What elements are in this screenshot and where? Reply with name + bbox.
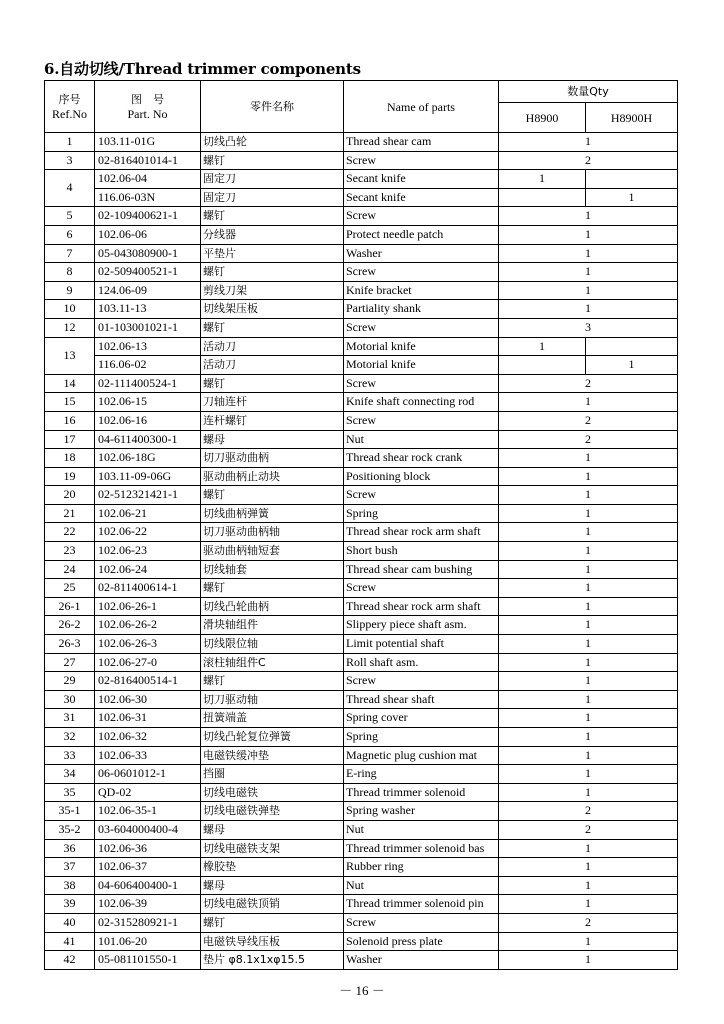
- ref-no-cell: 8: [45, 263, 95, 282]
- table-row: [45, 560, 678, 579]
- part-no-cell: 02-111400524-1: [95, 374, 201, 393]
- table-row: [45, 672, 678, 691]
- qty-cell: 1: [499, 635, 678, 654]
- qty-cell: 2: [499, 802, 678, 821]
- table-header: [45, 81, 678, 133]
- english-name-cell: Motorial knife: [344, 356, 499, 375]
- part-no-cell: 102.06-18G: [95, 449, 201, 468]
- english-name-cell: Thread shear shaft: [344, 690, 499, 709]
- ref-no-cell: 26-1: [45, 597, 95, 616]
- english-name-cell: Protect needle patch: [344, 225, 499, 244]
- part-no-cell: 102.06-23: [95, 542, 201, 561]
- english-name-cell: Thread shear rock arm shaft: [344, 597, 499, 616]
- part-no-cell: 102.06-21: [95, 504, 201, 523]
- chinese-name-cell: 滑块轴组件: [201, 616, 344, 635]
- table-row: [45, 411, 678, 430]
- part-no-cell: 02-109400621-1: [95, 207, 201, 226]
- ref-no-cell: 1: [45, 133, 95, 152]
- qty-cell: 2: [499, 913, 678, 932]
- table-row: [45, 523, 678, 542]
- english-name-cell: Screw: [344, 913, 499, 932]
- chinese-name-cell: 螺母: [201, 430, 344, 449]
- qty-cell-h8900: [499, 188, 586, 207]
- english-name-cell: Thread shear rock crank: [344, 449, 499, 468]
- qty-cell: 1: [499, 672, 678, 691]
- part-no-cell: 102.06-37: [95, 858, 201, 877]
- qty-cell-h8900h: 1: [586, 356, 678, 375]
- qty-cell: 1: [499, 504, 678, 523]
- chinese-name-cell: 螺钉: [201, 263, 344, 282]
- chinese-name-cell: 切线轴套: [201, 560, 344, 579]
- ref-no-cell: 15: [45, 393, 95, 412]
- qty-cell-h8900h: [586, 337, 678, 356]
- english-name-cell: Partiality shank: [344, 300, 499, 319]
- ref-no-cell: 37: [45, 858, 95, 877]
- header-ref-en: Ref.No: [52, 106, 87, 121]
- english-name-cell: Short bush: [344, 542, 499, 561]
- qty-cell: 1: [499, 467, 678, 486]
- qty-cell-h8900: [499, 356, 586, 375]
- table-row: [45, 597, 678, 616]
- part-no-cell: 102.06-32: [95, 728, 201, 747]
- qty-cell: 2: [499, 374, 678, 393]
- english-name-cell: Secant knife: [344, 188, 499, 207]
- ref-no-cell: 6: [45, 225, 95, 244]
- qty-cell-h8900h: [586, 170, 678, 189]
- english-name-cell: Spring: [344, 504, 499, 523]
- ref-no-cell: 31: [45, 709, 95, 728]
- table-body: [45, 133, 678, 970]
- ref-no-cell: 17: [45, 430, 95, 449]
- part-no-cell: 04-606400400-1: [95, 876, 201, 895]
- table-row: [45, 635, 678, 654]
- english-name-cell: Rubber ring: [344, 858, 499, 877]
- part-no-cell: 102.06-27-0: [95, 653, 201, 672]
- english-name-cell: Secant knife: [344, 170, 499, 189]
- header-model-h8900h: H8900H: [586, 103, 678, 133]
- part-no-cell: 102.06-24: [95, 560, 201, 579]
- ref-no-cell: 21: [45, 504, 95, 523]
- table-row: [45, 504, 678, 523]
- table-row: [45, 765, 678, 784]
- chinese-name-cell: 螺钉: [201, 374, 344, 393]
- english-name-cell: Screw: [344, 207, 499, 226]
- table-row: [45, 802, 678, 821]
- table-row: [45, 449, 678, 468]
- part-no-cell: 102.06-26-1: [95, 597, 201, 616]
- chinese-name-cell: 剪线刀架: [201, 281, 344, 300]
- ref-no-cell: 32: [45, 728, 95, 747]
- ref-no-cell: 30: [45, 690, 95, 709]
- table-row: [45, 895, 678, 914]
- chinese-name-cell: 电磁铁缓冲垫: [201, 746, 344, 765]
- table-row: [45, 709, 678, 728]
- chinese-name-cell: 切线电磁铁弹垫: [201, 802, 344, 821]
- table-row: [45, 653, 678, 672]
- chinese-name-cell: 切线凸轮: [201, 133, 344, 152]
- english-name-cell: Positioning block: [344, 467, 499, 486]
- english-name-cell: Knife shaft connecting rod: [344, 393, 499, 412]
- qty-cell: 1: [499, 263, 678, 282]
- ref-no-cell: 25: [45, 579, 95, 598]
- chinese-name-cell: 切刀驱动轴: [201, 690, 344, 709]
- qty-cell: 3: [499, 318, 678, 337]
- part-no-cell: 02-315280921-1: [95, 913, 201, 932]
- english-name-cell: Thread trimmer solenoid pin: [344, 895, 499, 914]
- ref-no-cell: 36: [45, 839, 95, 858]
- table-row: [45, 263, 678, 282]
- table-row: [45, 170, 678, 189]
- ref-no-cell: 23: [45, 542, 95, 561]
- qty-cell: 1: [499, 951, 678, 970]
- chinese-name-cell: 螺钉: [201, 913, 344, 932]
- chinese-name-cell: 活动刀: [201, 337, 344, 356]
- chinese-name-cell: 切刀驱动曲柄: [201, 449, 344, 468]
- qty-cell: 1: [499, 560, 678, 579]
- table-row: [45, 932, 678, 951]
- chinese-name-cell: 螺母: [201, 876, 344, 895]
- chinese-name-cell: 切刀驱动曲柄轴: [201, 523, 344, 542]
- qty-cell: 1: [499, 746, 678, 765]
- chinese-name-cell: 刀轴连杆: [201, 393, 344, 412]
- chinese-name-cell: 螺钉: [201, 318, 344, 337]
- qty-cell: 1: [499, 579, 678, 598]
- english-name-cell: Knife bracket: [344, 281, 499, 300]
- chinese-name-cell: 螺母: [201, 820, 344, 839]
- qty-cell: 1: [499, 133, 678, 152]
- ref-no-cell: 35-2: [45, 820, 95, 839]
- ref-no-cell: 12: [45, 318, 95, 337]
- part-no-cell: 05-081101550-1: [95, 951, 201, 970]
- qty-cell: 1: [499, 895, 678, 914]
- part-no-cell: 116.06-03N: [95, 188, 201, 207]
- chinese-name-cell: 分线器: [201, 225, 344, 244]
- ref-no-cell: 10: [45, 300, 95, 319]
- page-number: － 16 －: [339, 983, 385, 998]
- qty-cell: 1: [499, 207, 678, 226]
- table-row: [45, 728, 678, 747]
- english-name-cell: Slippery piece shaft asm.: [344, 616, 499, 635]
- part-no-cell: 103.11-13: [95, 300, 201, 319]
- qty-cell: 1: [499, 783, 678, 802]
- chinese-name-cell: 垫片 φ8.1x1xφ15.5: [201, 951, 344, 970]
- table-row: [45, 839, 678, 858]
- header-part-en: Part. No: [127, 106, 168, 121]
- part-no-cell: 02-816400514-1: [95, 672, 201, 691]
- chinese-name-cell: 挡圈: [201, 765, 344, 784]
- ref-no-cell: 34: [45, 765, 95, 784]
- qty-cell: 1: [499, 709, 678, 728]
- chinese-name-cell: 切线凸轮曲柄: [201, 597, 344, 616]
- part-no-cell: 01-103001021-1: [95, 318, 201, 337]
- english-name-cell: E-ring: [344, 765, 499, 784]
- table-row: [45, 374, 678, 393]
- header-qty: 数量Qty: [499, 81, 678, 103]
- part-no-cell: 102.06-26-2: [95, 616, 201, 635]
- header-part: [95, 81, 201, 133]
- ref-no-cell: 42: [45, 951, 95, 970]
- chinese-name-cell: 螺钉: [201, 486, 344, 505]
- qty-cell: 1: [499, 858, 678, 877]
- english-name-cell: Screw: [344, 579, 499, 598]
- ref-no-cell: 33: [45, 746, 95, 765]
- qty-cell: 2: [499, 411, 678, 430]
- part-no-cell: 103.11-01G: [95, 133, 201, 152]
- header-model-h8900: H8900: [499, 103, 586, 133]
- qty-cell: 1: [499, 932, 678, 951]
- table-row: [45, 467, 678, 486]
- part-no-cell: 102.06-26-3: [95, 635, 201, 654]
- chinese-name-cell: 切线凸轮复位弹簧: [201, 728, 344, 747]
- part-no-cell: 101.06-20: [95, 932, 201, 951]
- english-name-cell: Spring: [344, 728, 499, 747]
- part-no-cell: 102.06-06: [95, 225, 201, 244]
- english-name-cell: Limit potential shaft: [344, 635, 499, 654]
- chinese-name-cell: 驱动曲柄止动块: [201, 467, 344, 486]
- table-row: [45, 244, 678, 263]
- table-row: [45, 393, 678, 412]
- qty-cell: 1: [499, 244, 678, 263]
- english-name-cell: Roll shaft asm.: [344, 653, 499, 672]
- part-no-cell: 102.06-30: [95, 690, 201, 709]
- table-row: [45, 542, 678, 561]
- chinese-name-cell: 螺钉: [201, 579, 344, 598]
- english-name-cell: Thread trimmer solenoid bas: [344, 839, 499, 858]
- chinese-name-cell: 扭簧端盖: [201, 709, 344, 728]
- english-name-cell: Screw: [344, 486, 499, 505]
- ref-no-cell: 26-2: [45, 616, 95, 635]
- qty-cell: 1: [499, 393, 678, 412]
- table-row: [45, 356, 678, 375]
- chinese-name-cell: 活动刀: [201, 356, 344, 375]
- part-no-cell: 102.06-04: [95, 170, 201, 189]
- qty-cell: 2: [499, 430, 678, 449]
- ref-no-cell: 27: [45, 653, 95, 672]
- header-ref: [45, 81, 95, 133]
- english-name-cell: Screw: [344, 411, 499, 430]
- english-name-cell: Screw: [344, 151, 499, 170]
- ref-no-cell: 4: [45, 170, 95, 207]
- part-no-cell: 03-604000400-4: [95, 820, 201, 839]
- qty-cell: 1: [499, 449, 678, 468]
- ref-no-cell: 26-3: [45, 635, 95, 654]
- chinese-name-cell: 切线架压板: [201, 300, 344, 319]
- qty-cell: 1: [499, 839, 678, 858]
- table-row: [45, 300, 678, 319]
- english-name-cell: Nut: [344, 876, 499, 895]
- part-no-cell: 102.06-13: [95, 337, 201, 356]
- ref-no-cell: 14: [45, 374, 95, 393]
- qty-cell-h8900: 1: [499, 170, 586, 189]
- english-name-cell: Screw: [344, 318, 499, 337]
- qty-cell: 1: [499, 542, 678, 561]
- qty-cell: 1: [499, 690, 678, 709]
- ref-no-cell: 3: [45, 151, 95, 170]
- part-no-cell: 04-611400300-1: [95, 430, 201, 449]
- english-name-cell: Screw: [344, 374, 499, 393]
- part-no-cell: 102.06-15: [95, 393, 201, 412]
- ref-no-cell: 7: [45, 244, 95, 263]
- english-name-cell: Spring washer: [344, 802, 499, 821]
- english-name-cell: Motorial knife: [344, 337, 499, 356]
- chinese-name-cell: 切线电磁铁顶销: [201, 895, 344, 914]
- chinese-name-cell: 固定刀: [201, 188, 344, 207]
- chinese-name-cell: 固定刀: [201, 170, 344, 189]
- table-row: [45, 318, 678, 337]
- table-row: [45, 820, 678, 839]
- ref-no-cell: 24: [45, 560, 95, 579]
- header-ref-cn: 序号: [58, 92, 81, 106]
- header-part-cn: 图 号: [131, 92, 164, 106]
- ref-no-cell: 13: [45, 337, 95, 374]
- ref-no-cell: 35-1: [45, 802, 95, 821]
- table-row: [45, 951, 678, 970]
- chinese-name-cell: 切线电磁铁: [201, 783, 344, 802]
- part-no-cell: 102.06-22: [95, 523, 201, 542]
- qty-cell: 1: [499, 523, 678, 542]
- ref-no-cell: 16: [45, 411, 95, 430]
- english-name-cell: Screw: [344, 672, 499, 691]
- ref-no-cell: 39: [45, 895, 95, 914]
- table-row: [45, 281, 678, 300]
- chinese-name-cell: 螺钉: [201, 672, 344, 691]
- qty-cell-h8900h: 1: [586, 188, 678, 207]
- table-row: [45, 430, 678, 449]
- part-no-cell: 02-509400521-1: [95, 263, 201, 282]
- chinese-name-cell: 切线限位轴: [201, 635, 344, 654]
- ref-no-cell: 29: [45, 672, 95, 691]
- part-no-cell: 05-043080900-1: [95, 244, 201, 263]
- table-row: [45, 746, 678, 765]
- page-title: 6.自动切线/Thread trimmer components: [44, 60, 361, 78]
- table-row: [45, 858, 678, 877]
- part-no-cell: 102.06-39: [95, 895, 201, 914]
- english-name-cell: Screw: [344, 263, 499, 282]
- english-name-cell: Thread trimmer solenoid: [344, 783, 499, 802]
- part-no-cell: 116.06-02: [95, 356, 201, 375]
- part-no-cell: 06-0601012-1: [95, 765, 201, 784]
- english-name-cell: Spring cover: [344, 709, 499, 728]
- table-row: [45, 690, 678, 709]
- part-no-cell: 102.06-31: [95, 709, 201, 728]
- english-name-cell: Washer: [344, 244, 499, 263]
- qty-cell: 1: [499, 225, 678, 244]
- chinese-name-cell: 驱动曲柄轴短套: [201, 542, 344, 561]
- qty-cell: 1: [499, 653, 678, 672]
- part-no-cell: 103.11-09-06G: [95, 467, 201, 486]
- ref-no-cell: 41: [45, 932, 95, 951]
- table-row: [45, 207, 678, 226]
- qty-cell: 2: [499, 820, 678, 839]
- qty-cell: 1: [499, 728, 678, 747]
- qty-cell: 1: [499, 300, 678, 319]
- english-name-cell: Magnetic plug cushion mat: [344, 746, 499, 765]
- ref-no-cell: 40: [45, 913, 95, 932]
- ref-no-cell: 5: [45, 207, 95, 226]
- table-row: [45, 579, 678, 598]
- header-name-cn: 零件名称: [201, 81, 344, 133]
- table-row: [45, 913, 678, 932]
- table-row: [45, 783, 678, 802]
- part-no-cell: 02-816401014-1: [95, 151, 201, 170]
- chinese-name-cell: 切线电磁铁支架: [201, 839, 344, 858]
- qty-cell: 2: [499, 151, 678, 170]
- chinese-name-cell: 螺钉: [201, 207, 344, 226]
- part-no-cell: 02-811400614-1: [95, 579, 201, 598]
- table-row: [45, 188, 678, 207]
- parts-table: [44, 80, 678, 970]
- qty-cell: 1: [499, 597, 678, 616]
- header-name-en: Name of parts: [344, 81, 499, 133]
- ref-no-cell: 38: [45, 876, 95, 895]
- english-name-cell: Thread shear cam: [344, 133, 499, 152]
- ref-no-cell: 19: [45, 467, 95, 486]
- chinese-name-cell: 切线曲柄弹簧: [201, 504, 344, 523]
- table-row: [45, 486, 678, 505]
- ref-no-cell: 35: [45, 783, 95, 802]
- english-name-cell: Washer: [344, 951, 499, 970]
- table-row: [45, 337, 678, 356]
- ref-no-cell: 18: [45, 449, 95, 468]
- table-row: [45, 151, 678, 170]
- table-row: [45, 225, 678, 244]
- part-no-cell: 102.06-35-1: [95, 802, 201, 821]
- english-name-cell: Nut: [344, 430, 499, 449]
- ref-no-cell: 20: [45, 486, 95, 505]
- part-no-cell: 102.06-36: [95, 839, 201, 858]
- table-row: [45, 616, 678, 635]
- qty-cell: 1: [499, 486, 678, 505]
- part-no-cell: 124.06-09: [95, 281, 201, 300]
- english-name-cell: Thread shear cam bushing: [344, 560, 499, 579]
- ref-no-cell: 9: [45, 281, 95, 300]
- part-no-cell: 02-512321421-1: [95, 486, 201, 505]
- part-no-cell: 102.06-33: [95, 746, 201, 765]
- table-row: [45, 876, 678, 895]
- chinese-name-cell: 螺钉: [201, 151, 344, 170]
- qty-cell: 1: [499, 616, 678, 635]
- part-no-cell: QD-02: [95, 783, 201, 802]
- table-row: [45, 133, 678, 152]
- chinese-name-cell: 电磁铁导线压板: [201, 932, 344, 951]
- qty-cell-h8900: 1: [499, 337, 586, 356]
- chinese-name-cell: 平垫片: [201, 244, 344, 263]
- english-name-cell: Thread shear rock arm shaft: [344, 523, 499, 542]
- qty-cell: 1: [499, 876, 678, 895]
- chinese-name-cell: 橡胶垫: [201, 858, 344, 877]
- ref-no-cell: 22: [45, 523, 95, 542]
- english-name-cell: Solenoid press plate: [344, 932, 499, 951]
- chinese-name-cell: 滚柱轴组件C: [201, 653, 344, 672]
- part-no-cell: 102.06-16: [95, 411, 201, 430]
- english-name-cell: Nut: [344, 820, 499, 839]
- qty-cell: 1: [499, 765, 678, 784]
- qty-cell: 1: [499, 281, 678, 300]
- chinese-name-cell: 连杆螺钉: [201, 411, 344, 430]
